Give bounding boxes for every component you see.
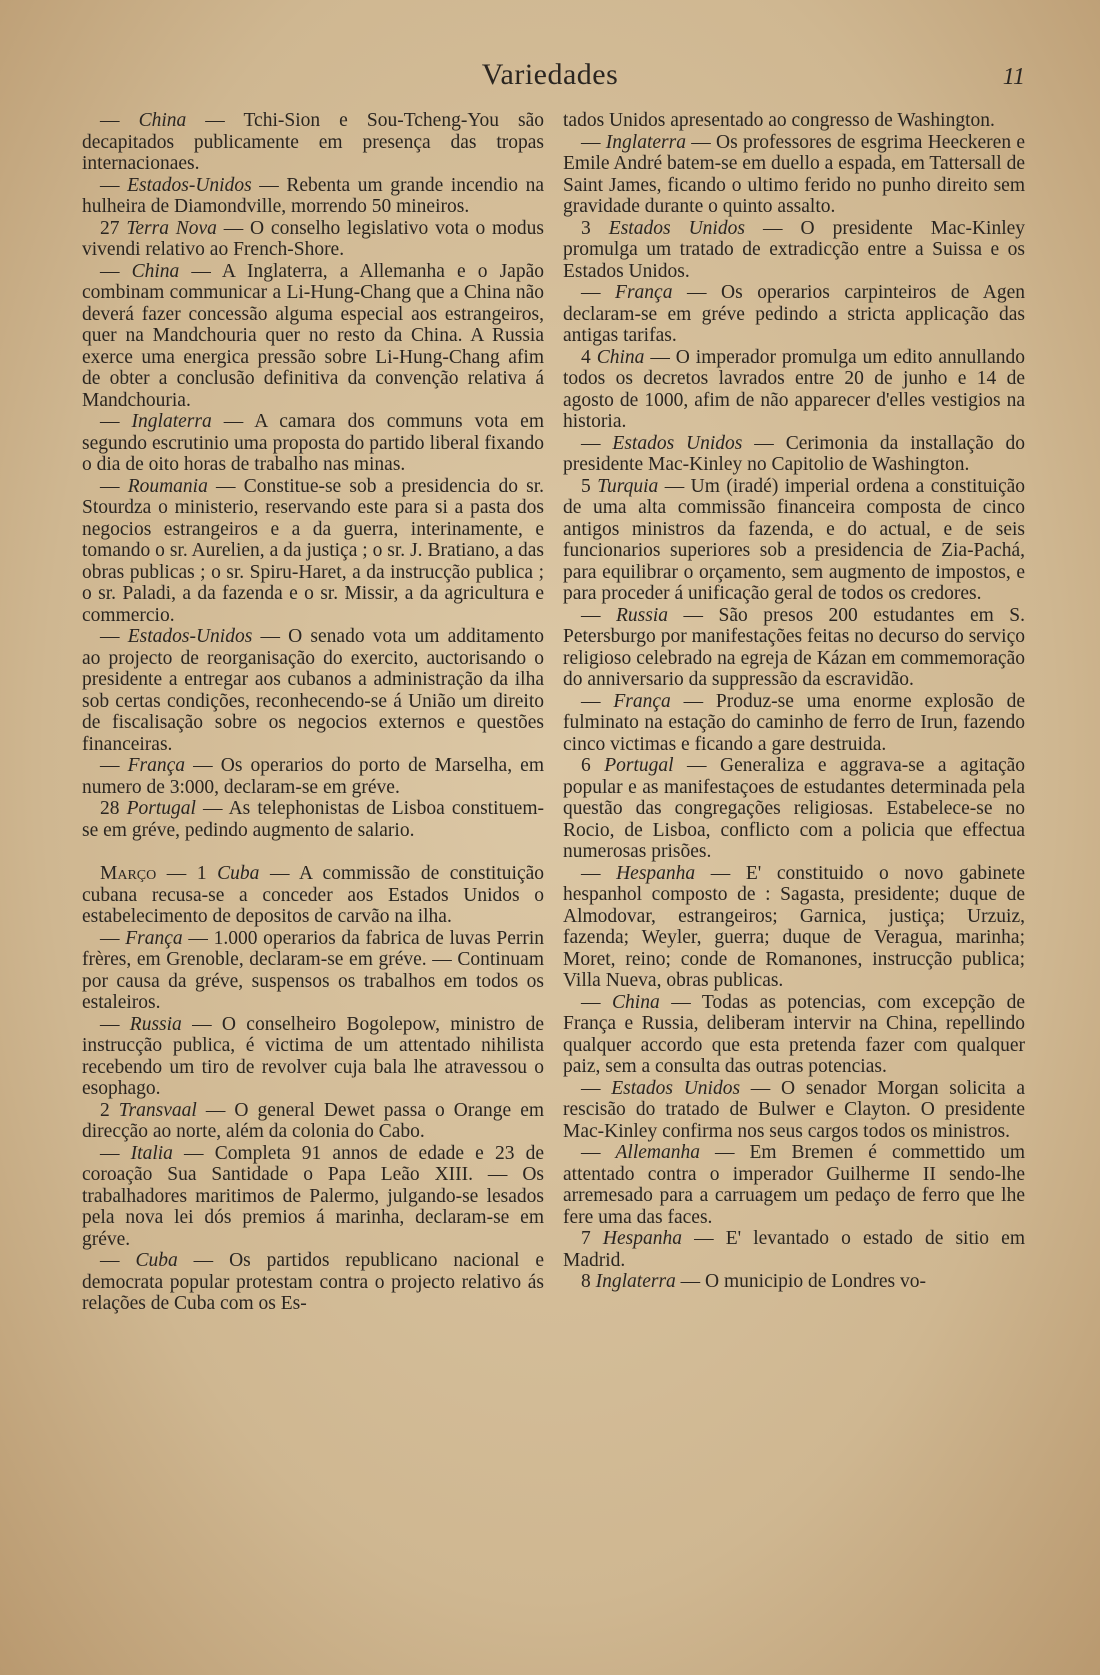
chronicle-entry: — Estados Unidos — O senador Morgan solicita a rescisão do tratado de Bulwer e Clayton. O presidente Mac-Kinley confirma nos seus cargos todos os ministros. bbox=[563, 1077, 1025, 1142]
entry-text: Os partidos republicano nacional e democrata popular protestam contra o projecto relativo ás relações de Cuba com os Es- bbox=[82, 1250, 545, 1314]
entry-country: Portugal bbox=[604, 755, 674, 776]
page-title: Variedades bbox=[481, 58, 619, 91]
chronicle-entry: — França — 1.000 operarios da fabrica de luvas Perrin frères, em Grenoble, declaram-se em gréve. — Continuam por causa da gréve, suspensos os trabalhos em todos os estaleiros. bbox=[82, 927, 545, 1013]
entry-country: Inglaterra bbox=[131, 411, 212, 432]
entry-country: Inglaterra bbox=[605, 131, 686, 153]
chronicle-entry: 4 China — O imperador promulga um edito annullando todos os decretos lavrados entre 20 de junho e 14 de agosto de 1000, afim de não apparecer d'elles vestigios na historia. bbox=[563, 346, 1026, 432]
chronicle-entry: — China — Tchi-Sion e Sou-Tcheng-You são decapitados publicamente em presença das tropas internacionaes. bbox=[82, 110, 544, 174]
entry-date: 5 bbox=[581, 475, 591, 497]
chronicle-entry: — Russia — O conselheiro Bogolepow, ministro de instrucção publica, é victima de um attentado nihilista recebendo um tiro de revolver cuja bala lhe atravessou o esophago. bbox=[82, 1013, 544, 1099]
entry-date: 8 bbox=[581, 1271, 591, 1292]
chronicle-entry: — China — A Inglaterra, a Allemanha e o Japão combinam communicar a Li-Hung-Chang que a China não deverá fazer concessão alguma especial aos estrangeiros, quer na Mandchouria quer no resto da China. A Russia exerce uma energica pressão sobre Li-Hung-Chang afim de obter a conclusão definitiva da convenção relativa á Mandchouria. bbox=[82, 260, 544, 411]
chronicle-entry: — Allemanha — Em Bremen é commettido um attentado contra o imperador Guilherme II sendo-lhe arremesado para a carruagem um pedaço de ferro que lhe fere uma das faces. bbox=[563, 1142, 1026, 1228]
chronicle-entry: — França — Os operarios do porto de Marselha, em numero de 3:000, declaram-se em gréve. bbox=[82, 755, 545, 798]
entry-country: Estados Unidos bbox=[612, 432, 743, 454]
entry-text: O conselheiro Bogolepow, ministro de instrucção publica, é victima de um attentado nihilista recebendo um tiro de revolver cuja bala lhe atravessou o esophago. bbox=[82, 1013, 544, 1099]
entry-text: Generaliza e aggrava-se a agitação popular e as manifestaçoes de estudantes determinada pela questão das congregações religiosas. Estabelece-se no Rocio, de Lisboa, conflicto com a policia que effectua numerosas prisões. bbox=[563, 755, 1026, 862]
entry-country: Italia bbox=[130, 1142, 173, 1164]
entry-text: Em Bremen é commettido um attentado contra o imperador Guilherme II sendo-lhe arremesado para a carruagem um pedaço de ferro que lhe fere uma das faces. bbox=[563, 1142, 1026, 1228]
running-head bbox=[0, 58, 1100, 102]
entry-country: Roumania bbox=[127, 475, 208, 497]
entry-country: França bbox=[613, 690, 671, 712]
chronicle-entry: — Estados Unidos — Cerimonia da installação do presidente Mac-Kinley no Capitolio de Washington. bbox=[563, 432, 1025, 475]
entry-country: China bbox=[596, 346, 645, 368]
entry-text: O presidente Mac-Kinley promulga um tratado de extradicção entre a Suissa e os Estados Unidos. bbox=[563, 217, 1026, 282]
chronicle-entry: 28 Portugal — As telephonistas de Lisboa constituem-se em gréve, pedindo augmento de salario. bbox=[82, 798, 544, 841]
entry-country: Portugal bbox=[126, 798, 196, 819]
entry-text: A commissão de constituição cubana recusa-se a conceder aos Estados Unidos o estabelecimento de depositos de carvão na ilha. bbox=[82, 863, 544, 927]
entry-text: A Inglaterra, a Allemanha e o Japão combinam communicar a Li-Hung-Chang que a China não deverá fazer concessão alguma especial aos estrangeiros, quer na Mandchouria quer no resto da China. A Russia exerce uma energica pressão sobre Li-Hung-Chang afim de obter a conclusão definitiva da convenção relativa á Mandchouria. bbox=[82, 260, 544, 411]
chronicle-entry: 6 Portugal — Generaliza e aggrava-se a agitação popular e as manifestaçoes de estudantes determinada pela questão das congregações religiosas. Estabelece-se no Rocio, de Lisboa, conflicto com a policia que effectua numerosas prisões. bbox=[563, 755, 1026, 862]
chronicle-entry: — Estados-Unidos — O senado vota um additamento ao projecto de reorganisação do exercito, auctorisando o presidente a entregar aos cubanos a administração da ilha sob certas condições, reconhecendo-se á União um direito de fiscalisação sobre os negocios externos e questões financeiras. bbox=[82, 626, 545, 755]
entry-month: Março bbox=[100, 863, 157, 884]
entry-date: 28 bbox=[100, 798, 120, 819]
entry-country: Russia bbox=[615, 604, 668, 626]
entry-country: França bbox=[615, 282, 673, 303]
entry-date: 4 bbox=[581, 346, 591, 368]
chronicle-entry bbox=[563, 110, 1025, 132]
page-number: 11 bbox=[1002, 64, 1025, 90]
entry-text: Tchi-Sion e Sou-Tcheng-You são decapitados publicamente em presença das tropas internacionaes. bbox=[82, 110, 544, 174]
entry-country: Estados-Unidos bbox=[127, 174, 252, 196]
entry-country: Transvaal bbox=[118, 1099, 197, 1121]
entry-country: Hespanha bbox=[602, 1228, 682, 1249]
entry-text: Os operarios carpinteiros de Agen declaram-se em gréve pedindo a stricta applicação das antigas tarifas. bbox=[563, 282, 1026, 346]
chronicle-entry: — Inglaterra — Os professores de esgrima Heeckeren e Emile André batem-se em duello a espada, em Tattersall de Saint James, ficando o ultimo ferido no punho direito sem gravidade durante o quinto assalto. bbox=[563, 131, 1026, 217]
entry-text: Um (iradé) imperial ordena a constituição de uma alta commissão financeira composta de cinco antigos ministros da fazenda, e do actual, e de seis funcionarios superiores sob a presidencia de Zia-Pachá, para equilibrar o orçamento, sem augmento de impostos, e para proceder á unificação geral de todos os credores. bbox=[563, 475, 1025, 604]
entry-date: 1 bbox=[196, 863, 207, 884]
chronicle-entry: — Hespanha — E' constituido o novo gabinete hespanhol composto de : Sagasta, presidente; duque de Almodovar, estrangeiros; Garnica, justiça; Urzuiz, fazenda; Weyler, guerra; duque de Veragua, marinha; Moret, reino; conde de Romanones, instrucção publica; Villa Nueva, obras publicas. bbox=[563, 862, 1026, 991]
entry-text: 1.000 operarios da fabrica de luvas Perrin frères, em Grenoble, declaram-se em gréve. — Continuam por causa da gréve, suspensos os trabalhos em todos os estaleiros. bbox=[82, 927, 545, 1013]
entry-text: São presos 200 estudantes em S. Petersburgo por manifestações feitas no decurso do serviço religioso celebrado na egreja de Kázan em commemoração do anniversario da suppressão da escravidão. bbox=[563, 604, 1025, 690]
entry-text: A camara dos communs vota em segundo escrutinio uma proposta do partido liberal fixando o dia de oito horas de trabalho nas minas. bbox=[82, 411, 544, 475]
entry-text: Rebenta um grande incendio na hulheira de Diamondville, morrendo 50 mineiros. bbox=[82, 174, 545, 217]
chronicle-entry: — Estados-Unidos — Rebenta um grande incendio na hulheira de Diamondville, morrendo 50 mineiros. bbox=[82, 174, 545, 217]
entry-date: 3 bbox=[581, 217, 591, 239]
chronicle-entry: — Italia — Completa 91 annos de edade e 23 de coroação Sua Santidade o Papa Leão XIII. — Os trabalhadores maritimos de Palermo, julgando-se lesados pela nova lei dós premios á marinha, declaram-se em gréve. bbox=[82, 1142, 545, 1250]
entry-country: Turquia bbox=[597, 475, 659, 497]
entry-country: França bbox=[125, 927, 183, 949]
entry-text: Os professores de esgrima Heeckeren e Emile André batem-se em duello a espada, em Tattersall de Saint James, ficando o ultimo ferido no punho direito sem gravidade durante o quinto assalto. bbox=[563, 131, 1026, 217]
chronicle-entry: Março — 1 Cuba — A commissão de constituição cubana recusa-se a conceder aos Estados Unidos o estabelecimento de depositos de carvão na ilha. bbox=[82, 863, 544, 927]
entry-text: O senador Morgan solicita a rescisão do tratado de Bulwer e Clayton. O presidente Mac-Kinley confirma nos seus cargos todos os ministros. bbox=[563, 1077, 1025, 1142]
entry-text: Constitue-se sob a presidencia do sr. Stourdza o ministerio, reservando este para si a pasta dos negocios estrangeiros e a da guerra, interinamente, e tomando o sr. Aurelien, a da justiça ; o sr. J. Bratiano, a das obras publicas ; o sr. Spiru-Haret, a da instrucção publica ; o sr. Paladi, a da fazenda e o sr. Missir, a da agricultura e commercio. bbox=[82, 475, 545, 626]
entry-text: E' constituido o novo gabinete hespanhol composto de : Sagasta, presidente; duque de Almodovar, estrangeiros; Garnica, justiça; Urzuiz, fazenda; Weyler, guerra; duque de Veragua, marinha; Moret, reino; conde de Romanones, instrucção publica; Villa Nueva, obras publicas. bbox=[563, 862, 1026, 991]
entry-date: 27 bbox=[100, 217, 120, 239]
entry-country: Estados Unidos bbox=[608, 217, 745, 239]
entry-country: Russia bbox=[129, 1013, 182, 1035]
chronicle-entry: — França — Os operarios carpinteiros de Agen declaram-se em gréve pedindo a stricta applicação das antigas tarifas. bbox=[563, 282, 1026, 346]
entry-text: E' levantado o estado de sitio em Madrid. bbox=[563, 1228, 1025, 1271]
chronicle-entry: 8 Inglaterra — O municipio de Londres vo- bbox=[581, 1271, 927, 1292]
entry-date: 2 bbox=[100, 1099, 110, 1121]
entry-text: As telephonistas de Lisboa constituem-se em gréve, pedindo augmento de salario. bbox=[82, 798, 544, 841]
entry-text: Cerimonia da installação do presidente Mac-Kinley no Capitolio de Washington. bbox=[563, 432, 1025, 475]
entry-country: Estados Unidos bbox=[611, 1077, 741, 1099]
entry-text: tados Unidos apresentado ao congresso de Washington. bbox=[563, 110, 995, 131]
entry-text: O imperador promulga um edito annullando todos os decretos lavrados entre 20 de junho e 14 de agosto de 1000, afim de não apparecer d'elles vestigios na historia. bbox=[563, 346, 1026, 432]
month-gap bbox=[82, 841, 544, 863]
chronicle-entry: 7 Hespanha — E' levantado o estado de sitio em Madrid. bbox=[563, 1228, 1025, 1271]
chronicle-entry: — Roumania — Constitue-se sob a presidencia do sr. Stourdza o ministerio, reservando este para si a pasta dos negocios estrangeiros e a da guerra, interinamente, e tomando o sr. Aurelien, a da justiça ; o sr. J. Bratiano, a das obras publicas ; o sr. Spiru-Haret, a da instrucção publica ; o sr. Paladi, a da fazenda e o sr. Missir, a da agricultura e commercio. bbox=[82, 475, 545, 626]
entry-text: O conselho legislativo vota o modus vivendi relativo ao French-Shore. bbox=[82, 217, 545, 260]
chronicle-entry: 2 Transvaal — O general Dewet passa o Orange em direcção ao norte, além da colonia do Cabo. bbox=[82, 1099, 545, 1142]
entry-text: Completa 91 annos de edade e 23 de coroação Sua Santidade o Papa Leão XIII. — Os trabalhadores maritimos de Palermo, julgando-se lesados pela nova lei dós premios á marinha, declaram-se em gréve. bbox=[82, 1142, 545, 1250]
chronicle-entry: — Inglaterra — A camara dos communs vota em segundo escrutinio uma proposta do partido liberal fixando o dia de oito horas de trabalho nas minas. bbox=[82, 411, 544, 475]
entry-country: Cuba bbox=[217, 863, 260, 884]
entry-text: Todas as potencias, com excepção de França e Russia, deliberam intervir na China, repellindo qualquer accordo que esta pretenda fazer com qualquer paiz, sem a consulta das outras potencias. bbox=[563, 991, 1025, 1077]
entry-country: China bbox=[612, 991, 660, 1013]
entry-text: O general Dewet passa o Orange em direcção ao norte, além da colonia do Cabo. bbox=[82, 1099, 545, 1142]
entry-country: Hespanha bbox=[616, 862, 696, 884]
right-column bbox=[563, 110, 1025, 1293]
entry-country: China bbox=[138, 110, 187, 131]
entry-country: Allemanha bbox=[615, 1142, 700, 1163]
entry-text: O senado vota um additamento ao projecto de reorganisação do exercito, auctorisando o presidente a entregar aos cubanos a administração da ilha sob certas condições, reconhecendo-se á União um direito de fiscalisação sobre os negocios externos e questões financeiras. bbox=[82, 626, 545, 755]
entry-date: 6 bbox=[581, 755, 591, 776]
entry-text: O municipio de Londres vo- bbox=[705, 1271, 927, 1292]
entry-country: França bbox=[127, 755, 186, 776]
chronicle-entry: 27 Terra Nova — O conselho legislativo vota o modus vivendi relativo ao French-Shore. bbox=[82, 217, 545, 260]
entry-text: Os operarios do porto de Marselha, em numero de 3:000, declaram-se em gréve. bbox=[82, 755, 545, 798]
entry-text: Produz-se uma enorme explosão de fulminato na estação do caminho de ferro de Irun, fazendo cinco victimas e ficando a gare destruida. bbox=[563, 690, 1026, 755]
entry-country: China bbox=[131, 260, 180, 282]
chronicle-entry: — China — Todas as potencias, com excepção de França e Russia, deliberam intervir na China, repellindo qualquer accordo que esta pretenda fazer com qualquer paiz, sem a consulta das outras potencias. bbox=[563, 991, 1025, 1077]
chronicle-entry: — Cuba — Os partidos republicano nacional e democrata popular protestam contra o projecto relativo ás relações de Cuba com os Es- bbox=[82, 1250, 545, 1314]
chronicle-entry: 5 Turquia — Um (iradé) imperial ordena a constituição de uma alta commissão financeira composta de cinco antigos ministros da fazenda, e do actual, e de seis funcionarios superiores sob a presidencia de Zia-Pachá, para equilibrar o orçamento, sem augmento de impostos, e para proceder á unificação geral de todos os credores. bbox=[563, 475, 1025, 604]
chronicle-entry: 3 Estados Unidos — O presidente Mac-Kinley promulga um tratado de extradicção entre a Suissa e os Estados Unidos. bbox=[563, 217, 1026, 282]
entry-country: Inglaterra bbox=[595, 1271, 676, 1292]
entry-country: Estados-Unidos bbox=[127, 626, 253, 647]
chronicle-entry: — França — Produz-se uma enorme explosão de fulminato na estação do caminho de ferro de Irun, fazendo cinco victimas e ficando a gare destruida. bbox=[563, 690, 1026, 755]
entry-country: Terra Nova bbox=[126, 217, 217, 239]
entry-country: Cuba bbox=[135, 1250, 178, 1271]
chronicle-entry: — Russia — São presos 200 estudantes em S. Petersburgo por manifestações feitas no decurso do serviço religioso celebrado na egreja de Kázan em commemoração do anniversario da suppressão da escravidão. bbox=[563, 604, 1025, 690]
left-column bbox=[82, 110, 544, 1315]
entry-date: 7 bbox=[581, 1228, 591, 1249]
